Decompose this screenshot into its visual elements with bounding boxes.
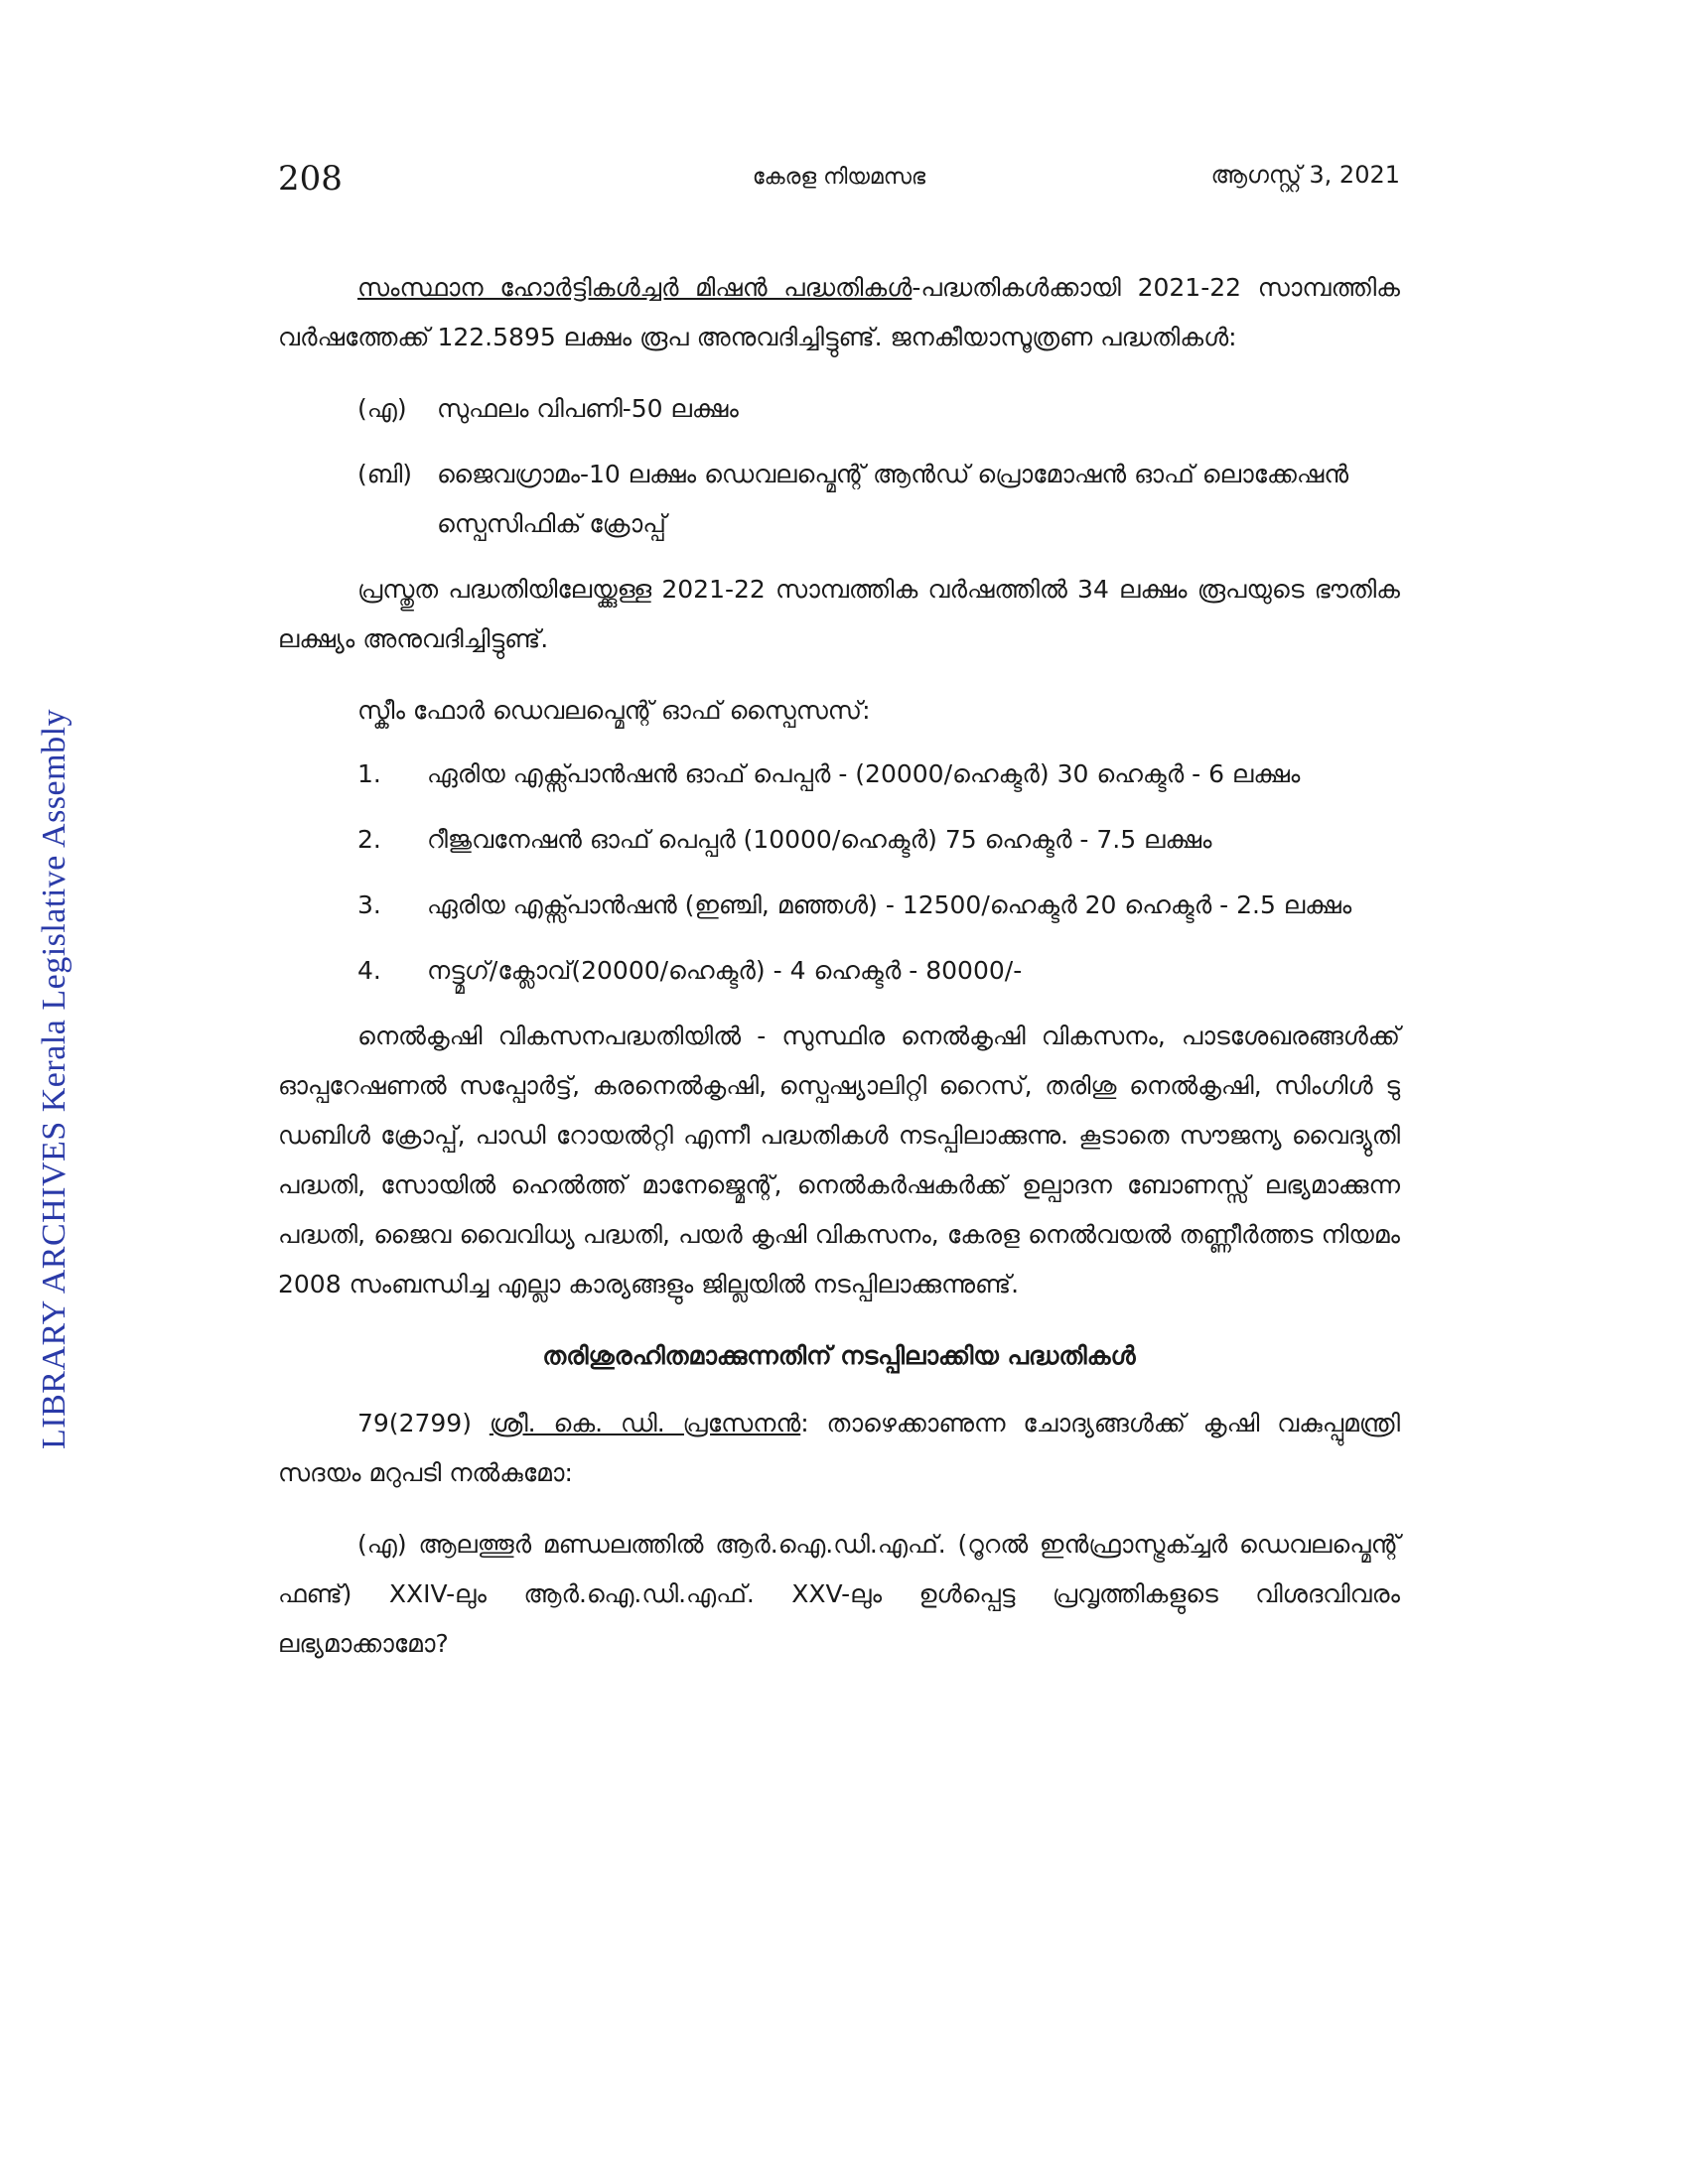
- page-number: 208: [278, 159, 343, 199]
- question-paragraph: [278, 1399, 1400, 1498]
- numbered-item-2-text: റീജുവനേഷൻ ഓഫ് പെപ്പർ (10000/ഹെക്ടർ) 75 ഹെക്ടർ - 7.5 ലക്ഷം: [427, 825, 1212, 854]
- document-body: [278, 263, 1400, 1669]
- question-text: : താഴെക്കാണുന്ന ചോദ്യങ്ങൾക്ക് കൃഷി വകുപ്പുമന്ത്രി സദയം മറുപടി നൽകുമോ:: [278, 1409, 1401, 1487]
- numbered-item-3-text: ഏരിയ എക്സ്പാൻഷൻ (ഇഞ്ചി, മഞ്ഞൾ) - 12500/ഹെക്ടർ 20 ഹെക്ടർ - 2.5 ലക്ഷം: [427, 890, 1352, 919]
- paragraph-horticulture: [278, 263, 1400, 362]
- numbered-item-2-num: 2.: [357, 825, 381, 854]
- page-header: [278, 159, 1400, 208]
- numbered-item-3: [278, 881, 1400, 930]
- list-item-b: [278, 450, 1400, 549]
- archive-watermark: LIBRARY ARCHIVES Kerala Legislative Assembly: [36, 708, 72, 1449]
- horticulture-title: സംസ്ഥാന ഹോർട്ടികൾച്ചർ മിഷൻ പദ്ധതികൾ: [357, 273, 913, 302]
- list-item-a: [278, 384, 1400, 434]
- list-item-a-text: സുഫലം വിപണി-50 ലക്ഷം: [437, 394, 739, 423]
- assembly-name: കേരള നിയമസഭ: [752, 165, 926, 190]
- list-item-b-mark: (ബി): [357, 460, 413, 488]
- question-number: 79(2799): [357, 1409, 472, 1437]
- numbered-item-1: [278, 750, 1400, 799]
- paragraph-spices-scheme: സ്കീം ഫോർ ഡെവലപ്മെന്റ് ഓഫ് സ്പൈസസ്:: [357, 696, 871, 725]
- paragraph-paddy-development: നെൽകൃഷി വികസനപദ്ധതിയിൽ - സുസ്ഥിര നെൽകൃഷി വികസനം, പാടശേഖരങ്ങൾക്ക് ഓപ്പറേഷണൽ സപ്പോർട്ട്, കരനെൽകൃഷി, സ്പെഷ്യാലിറ്റി റൈസ്, തരിശു നെൽകൃഷി, സിംഗിൾ ടു ഡബിൾ ക്രോപ്പ്, പാഡി റോയൽറ്റി എന്നീ പദ്ധതികൾ നടപ്പിലാക്കുന്നു. കൂടാതെ സൗജന്യ വൈദ്യുതി പദ്ധതി, സോയിൽ ഹെൽത്ത് മാനേജ്മെന്റ്, നെൽകർഷകർക്ക് ഉല്പാദന ബോണസ്സ് ലഭ്യമാക്കുന്ന പദ്ധതി, ജൈവ വൈവിധ്യ പദ്ധതി, പയർ കൃഷി വികസനം, കേരള നെൽവയൽ തണ്ണീർത്തട നിയമം 2008 സംബന്ധിച്ച എല്ലാ കാര്യങ്ങളും ജില്ലയിൽ നടപ്പിലാക്കുന്നുണ്ട്.: [278, 1022, 1400, 1298]
- question-part-a: (എ) ആലത്തൂർ മണ്ഡലത്തിൽ ആർ.ഐ.ഡി.എഫ്. (റൂറൽ ഇൻഫ്രാസ്ട്രക്ച്ചർ ഡെവലപ്മെന്റ് ഫണ്ട്) XXIV-ലും ആർ.ഐ.ഡി.എഫ്. XXV-ലും ഉൾപ്പെട്ട പ്രവൃത്തികളുടെ വിശദവിവരം ലഭ്യമാക്കാമോ?: [278, 1530, 1400, 1658]
- question-member: ശ്രീ. കെ. ഡി. പ്രസേനൻ: [489, 1409, 801, 1437]
- numbered-item-4: [278, 946, 1400, 996]
- horticulture-text: -പദ്ധതികൾക്കായി 2021-22 സാമ്പത്തിക വർഷത്തേക്ക് 122.5895 ലക്ഷം രൂപ അനുവദിച്ചിട്ടുണ്ട്. ജനകീയാസൂത്രണ പദ്ധതികൾ:: [278, 273, 1400, 351]
- list-item-a-mark: (എ): [357, 394, 407, 423]
- header-date: ആഗസ്റ്റ് 3, 2021: [1210, 161, 1400, 189]
- numbered-item-3-num: 3.: [357, 890, 381, 919]
- numbered-item-1-num: 1.: [357, 759, 381, 788]
- paragraph-target: പ്രസ്തുത പദ്ധതിയിലേയ്ക്കുള്ള 2021-22 സാമ്പത്തിക വർഷത്തിൽ 34 ലക്ഷം രൂപയുടെ ഭൗതിക ലക്ഷ്യം അനുവദിച്ചിട്ടുണ്ട്.: [278, 575, 1400, 653]
- numbered-item-4-text: നട്ട്മഗ്/ക്ലോവ്(20000/ഹെക്ടർ) - 4 ഹെക്ടർ - 80000/-: [427, 956, 1023, 985]
- numbered-item-2: [278, 815, 1400, 865]
- numbered-item-4-num: 4.: [357, 956, 381, 985]
- section-heading: തരിശുരഹിതമാക്കുന്നതിന് നടപ്പിലാക്കിയ പദ്ധതികൾ: [542, 1341, 1136, 1370]
- numbered-item-1-text: ഏരിയ എക്സ്പാൻഷൻ ഓഫ് പെപ്പർ - (20000/ഹെക്ടർ) 30 ഹെക്ടർ - 6 ലക്ഷം: [427, 759, 1301, 788]
- list-item-b-text: ജൈവഗ്രാമം-10 ലക്ഷം ഡെവലപ്മെന്റ് ആൻഡ് പ്രൊമോഷൻ ഓഫ് ലൊക്കേഷൻ സ്പെസിഫിക് ക്രോപ്പ്: [437, 460, 1349, 538]
